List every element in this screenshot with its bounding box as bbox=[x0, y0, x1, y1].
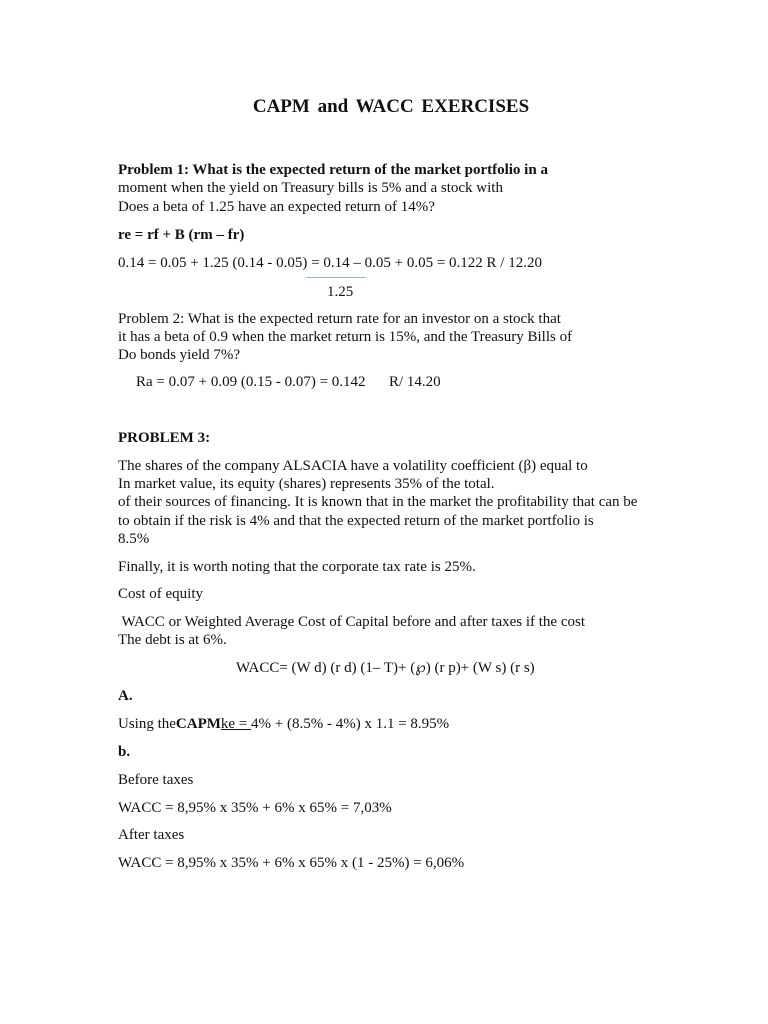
problem2-line1: Problem 2: What is the expected return rate for an investor on a stock that bbox=[118, 311, 561, 327]
part-a-label: A. bbox=[118, 688, 133, 704]
before-taxes-label: Before taxes bbox=[118, 772, 194, 788]
problem1-calc: 0.14 = 0.05 + 1.25 (0.14 - 0.05) = 0.14 – 0.05 + 0.05 = 0.122 R / 12.20 bbox=[118, 255, 542, 271]
problem1-heading: Problem 1: What is the expected return of the market portfolio in a bbox=[118, 162, 548, 178]
after-taxes-calc: WACC = 8,95% x 35% + 6% x 65% x (1 - 25%) = 6,06% bbox=[118, 855, 465, 871]
problem1-formula: re = rf + B (rm – fr) bbox=[118, 227, 245, 243]
problem3-cost-equity: Cost of equity bbox=[118, 586, 203, 602]
problem3-p5: 8.5% bbox=[118, 531, 150, 547]
problem3-wacc-question-2: The debt is at 6%. bbox=[118, 632, 227, 648]
fraction-rule bbox=[306, 277, 366, 278]
problem1-line3: Does a beta of 1.25 have an expected return of 14%? bbox=[118, 199, 435, 215]
problem3-p4: to obtain if the risk is 4% and that the expected return of the market portfolio is bbox=[118, 513, 594, 529]
problem3-p1: The shares of the company ALSACIA have a volatility coefficient (β) equal to bbox=[118, 458, 588, 474]
part-a-text bbox=[118, 715, 449, 733]
problem3-p2: In market value, its equity (shares) represents 35% of the total. bbox=[118, 476, 495, 492]
part-a-calc: 4% + (8.5% - 4%) x 1.1 = 8.95% bbox=[251, 716, 450, 732]
problem2-line3: Do bonds yield 7%? bbox=[118, 347, 241, 363]
after-taxes-label: After taxes bbox=[118, 827, 185, 843]
page-title: CAPM and WACC EXERCISES bbox=[252, 96, 530, 117]
problem2-calc: Ra = 0.07 + 0.09 (0.15 - 0.07) = 0.142 bbox=[136, 374, 366, 390]
part-b-label: b. bbox=[118, 744, 131, 760]
ke-label: ke = bbox=[220, 716, 252, 732]
problem2-line2: it has a beta of 0.9 when the market return is 15%, and the Treasury Bills of bbox=[118, 329, 573, 345]
problem3-heading: PROBLEM 3: bbox=[118, 430, 211, 446]
before-taxes-calc: WACC = 8,95% x 35% + 6% x 65% = 7,03% bbox=[118, 800, 392, 816]
problem3-p3: of their sources of financing. It is known that in the market the profitability that can be bbox=[118, 494, 638, 510]
problem3-tax: Finally, it is worth noting that the corporate tax rate is 25%. bbox=[118, 559, 476, 575]
problem1-line2: moment when the yield on Treasury bills is 5% and a stock with bbox=[118, 180, 503, 196]
wacc-formula: WACC= (W d) (r d) (1– T)+ (℘) (r p)+ (W s) (r s) bbox=[236, 660, 535, 676]
problem1-denominator: 1.25 bbox=[327, 284, 354, 300]
problem2-answer: R/ 14.20 bbox=[389, 374, 441, 390]
part-a-prefix: Using the bbox=[118, 716, 176, 732]
capm-label: CAPM bbox=[175, 716, 221, 732]
problem3-wacc-question-1: WACC or Weighted Average Cost of Capital before and after taxes if the cost bbox=[118, 614, 585, 630]
